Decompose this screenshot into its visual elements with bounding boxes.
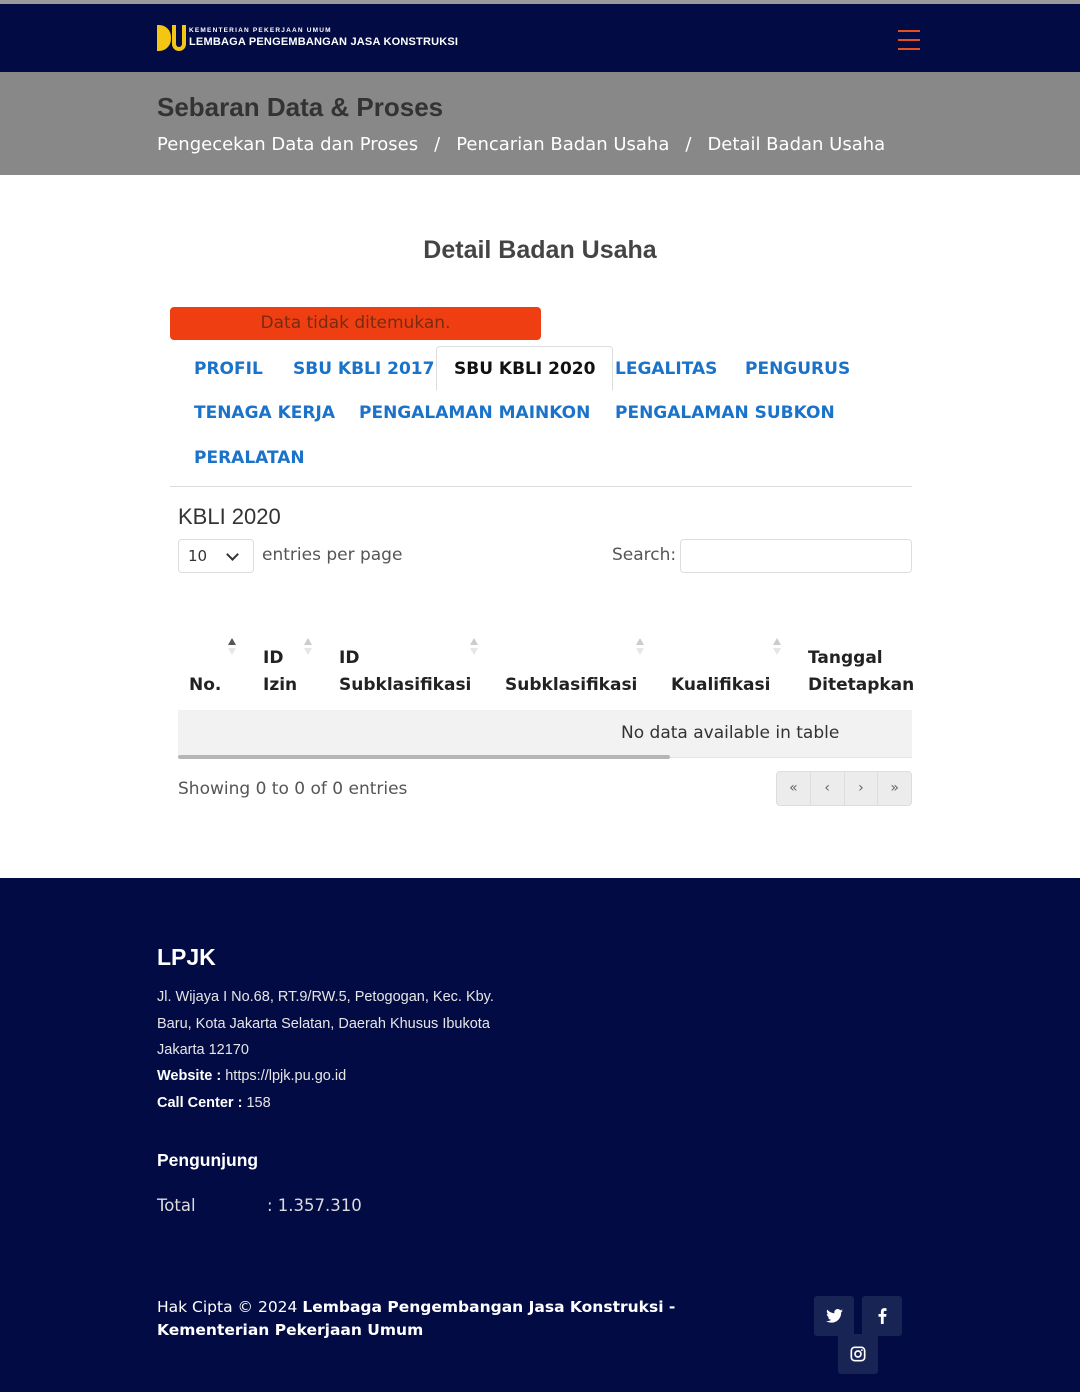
footer-website-link[interactable]: https://lpjk.pu.go.id bbox=[221, 1068, 347, 1084]
table-row-empty bbox=[178, 710, 912, 758]
table-title: KBLI 2020 bbox=[178, 504, 281, 529]
tab-legalitas[interactable]: LEGALITAS bbox=[615, 359, 718, 379]
error-alert: Data tidak ditemukan. bbox=[170, 307, 541, 340]
column-header-id-subklasifikasi[interactable]: ID Subklasifikasi bbox=[339, 648, 472, 695]
column-header-no[interactable]: No. bbox=[189, 675, 222, 695]
breadcrumb-item-pengecekan[interactable]: Pengecekan Data dan Proses bbox=[157, 134, 419, 155]
breadcrumb-item-pencarian[interactable]: Pencarian Badan Usaha bbox=[456, 134, 670, 155]
search-label: Search: bbox=[612, 545, 677, 565]
footer-website-label: Website : bbox=[157, 1068, 222, 1084]
top-navbar bbox=[0, 0, 1080, 72]
pagination-prev-button[interactable]: ‹ bbox=[811, 772, 845, 805]
instagram-icon[interactable] bbox=[838, 1334, 878, 1374]
tab-tenaga-kerja[interactable]: TENAGA KERJA bbox=[194, 403, 335, 423]
horizontal-scrollbar[interactable] bbox=[178, 755, 670, 759]
breadcrumb-item-detail: Detail Badan Usaha bbox=[707, 134, 886, 155]
footer-total-label: Total bbox=[157, 1196, 196, 1215]
twitter-icon[interactable] bbox=[814, 1296, 854, 1336]
section-heading: Detail Badan Usaha bbox=[423, 236, 657, 264]
hamburger-menu-icon[interactable] bbox=[898, 30, 920, 50]
footer bbox=[0, 878, 1080, 1392]
sort-icon[interactable] bbox=[470, 638, 478, 656]
tab-sbu-kbli-2017[interactable]: SBU KBLI 2017 bbox=[293, 359, 435, 379]
tab-sbu-kbli-2020[interactable]: SBU KBLI 2020 bbox=[436, 346, 613, 391]
breadcrumb bbox=[157, 134, 885, 155]
table-info: Showing 0 to 0 of 0 entries bbox=[178, 779, 408, 799]
column-header-tanggal-ditetapkan[interactable]: Tanggal Ditetapkan bbox=[808, 648, 915, 695]
pu-logo-icon bbox=[157, 23, 187, 53]
tab-pengalaman-mainkon[interactable]: PENGALAMAN MAINKON bbox=[359, 403, 591, 423]
pagination-last-button[interactable]: » bbox=[890, 780, 899, 796]
footer-call-center bbox=[157, 1095, 271, 1111]
footer-brand: LPJK bbox=[157, 944, 216, 970]
facebook-icon[interactable] bbox=[862, 1296, 902, 1336]
sort-icon[interactable] bbox=[636, 638, 644, 656]
tab-peralatan[interactable]: PERALATAN bbox=[194, 448, 305, 468]
footer-call-value: 158 bbox=[242, 1095, 271, 1111]
lpjk-logo[interactable] bbox=[157, 22, 458, 54]
pagination bbox=[776, 771, 912, 806]
footer-website bbox=[157, 1068, 346, 1084]
tab-pengurus[interactable]: PENGURUS bbox=[745, 359, 851, 379]
footer-call-label: Call Center : bbox=[157, 1095, 243, 1111]
breadcrumb-separator: / bbox=[685, 134, 692, 155]
page-size-value: 10 bbox=[188, 547, 208, 565]
column-header-kualifikasi[interactable]: Kualifikasi bbox=[671, 675, 771, 695]
sort-icon[interactable] bbox=[773, 638, 781, 656]
search-input[interactable] bbox=[680, 539, 912, 573]
sort-icon[interactable] bbox=[304, 638, 312, 656]
pagination-first-button[interactable]: « bbox=[777, 772, 811, 805]
entries-per-page-label: entries per page bbox=[262, 545, 403, 565]
sort-asc-icon[interactable] bbox=[228, 638, 236, 656]
page-title: Sebaran Data & Proses bbox=[157, 92, 444, 122]
column-header-id-izin[interactable]: ID Izin bbox=[263, 648, 298, 695]
pagination-next-button[interactable]: › bbox=[845, 772, 879, 805]
tab-bar bbox=[170, 346, 912, 487]
breadcrumb-separator: / bbox=[434, 134, 441, 155]
page-size-select[interactable] bbox=[178, 539, 254, 573]
chevron-down-icon bbox=[226, 548, 239, 561]
footer-address: Jl. Wijaya I No.68, RT.9/RW.5, Petogogan, Kec. Kby. Baru, Kota Jakarta Selatan, Daerah Khusus Ibukota Jakarta 12170 bbox=[157, 989, 494, 1058]
tab-pengalaman-subkon[interactable]: PENGALAMAN SUBKON bbox=[615, 403, 835, 423]
logo-agency-text: LEMBAGA PENGEMBANGAN JASA KONSTRUKSI bbox=[189, 35, 459, 48]
tab-profil[interactable]: PROFIL bbox=[194, 359, 263, 379]
empty-table-message: No data available in table bbox=[621, 723, 840, 743]
logo-ministry-text: KEMENTERIAN PEKERJAAN UMUM bbox=[189, 27, 332, 35]
footer-total-value: : 1.357.310 bbox=[267, 1196, 362, 1215]
column-header-subklasifikasi[interactable]: Subklasifikasi bbox=[505, 675, 638, 695]
footer-visitor-title: Pengunjung bbox=[157, 1150, 259, 1170]
page-header-band bbox=[0, 72, 1080, 175]
footer-copyright: Hak Cipta © 2024 Lembaga Pengembangan Jasa Konstruksi - Kementerian Pekerjaan Umum bbox=[157, 1298, 676, 1339]
